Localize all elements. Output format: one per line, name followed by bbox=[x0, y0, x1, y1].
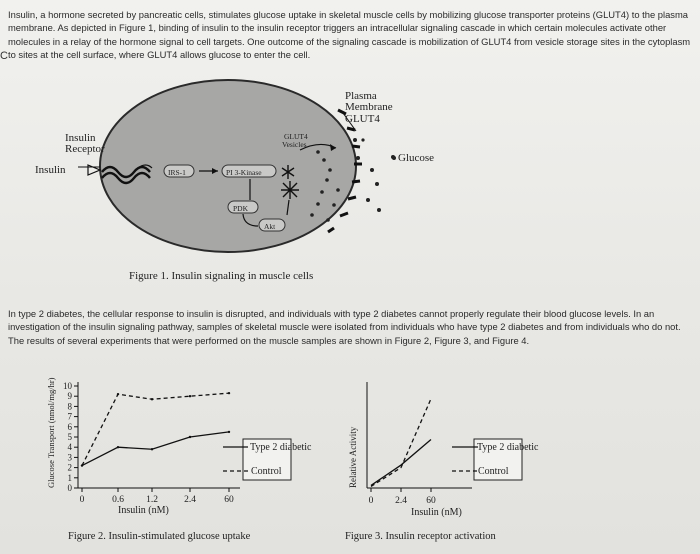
fig3-legend bbox=[452, 439, 539, 480]
plasma-membrane-label-2: Membrane bbox=[345, 101, 393, 113]
fig2-data-point bbox=[228, 431, 230, 433]
glut4-vesicles-label-2: Vesicles bbox=[282, 140, 307, 149]
study-paragraph: In type 2 diabetes, the cellular response to insulin is disrupted, and individuals with type 2 diabetes cannot properly regulate their blood glucose levels. In an investigation of the insulin signaling pathway, samples of skeletal muscle were isolated from individuals who have type 2 diabetes and from individuals who do not. The results of several experiments that were performed on the muscle samples are shown in Figure 2, Figure 3, and Figure 4. bbox=[8, 308, 681, 346]
figure3-caption: Figure 3. Insulin receptor activation bbox=[345, 531, 496, 542]
pdk-label: PDK bbox=[233, 204, 249, 213]
pi3k-label: PI 3-Kinase bbox=[226, 168, 262, 177]
fig2-data-point bbox=[117, 393, 119, 395]
glut4-label: GLUT4 bbox=[345, 113, 380, 125]
akt-label: Akt bbox=[264, 222, 276, 231]
fig2-data-point bbox=[151, 398, 153, 400]
figure2-caption: Figure 2. Insulin-stimulated glucose uptake bbox=[68, 531, 251, 542]
fig3-series-control-line bbox=[371, 399, 431, 487]
glucose-bullet-icon bbox=[391, 155, 395, 159]
fig2-y-tick-label: 2 bbox=[67, 462, 72, 473]
fig2-series-type2-line bbox=[82, 432, 229, 466]
fig3-series-type2-line bbox=[371, 440, 431, 486]
figure1-caption: Figure 1. Insulin signaling in muscle cells bbox=[129, 270, 314, 282]
fig2-legend bbox=[223, 439, 312, 480]
fig2-y-tick-label: 7 bbox=[67, 411, 72, 422]
fig2-legend-control: Control bbox=[251, 466, 282, 477]
fig3-legend-type2: Type 2 diabetic bbox=[477, 442, 539, 453]
fig2-y-tick-label: 6 bbox=[67, 421, 72, 432]
fig2-y-tick-label: 5 bbox=[67, 432, 72, 442]
fig2-data-point bbox=[151, 448, 153, 450]
fig2-data-point bbox=[189, 395, 191, 397]
glucose-molecules bbox=[353, 138, 396, 212]
glut4-vesicles-label: GLUT4 bbox=[284, 132, 308, 141]
fig2-x-tick-label: 1.2 bbox=[146, 495, 158, 505]
glucose-label: Glucose bbox=[398, 152, 435, 164]
margin-mark: C bbox=[0, 50, 8, 62]
intro-paragraph: Insulin, a hormone secreted by pancreatic cells, stimulates glucose uptake in skeletal muscle cells by mobilizing glucose transporter proteins (GLUT4) to the plasma membrane. As depicted in Figure 1, binding of insulin to the insulin receptor triggers an intracellular signaling cascade in which certain molecules activate other molecules in a relay of the hormone signal to cell targets. One outcome of the signaling cascade is mobilization of GLUT4 from vesicle storage sites in the cytoplasm to sites at the cell surface, where GLUT4 allows glucose to enter the cell. bbox=[8, 9, 691, 61]
insulin-receptor-label: Insulin bbox=[65, 132, 96, 144]
fig2-y-tick-label: 9 bbox=[67, 391, 72, 402]
fig2-x-tick-label: 0.6 bbox=[112, 495, 124, 505]
fig3-y-axis-label: Relative Activity bbox=[348, 426, 358, 488]
fig2-x-axis-label: Insulin (nM) bbox=[118, 505, 169, 516]
figure1-diagram bbox=[35, 80, 434, 252]
fig2-legend-type2: Type 2 diabetic bbox=[250, 442, 312, 453]
insulin-receptor-label-2: Receptor bbox=[65, 143, 105, 155]
fig2-x-tick-label: 0 bbox=[79, 495, 85, 505]
fig3-x-tick-label: 0 bbox=[368, 496, 374, 506]
fig2-y-tick-label: 1 bbox=[67, 472, 72, 483]
fig2-data-point bbox=[117, 446, 119, 448]
fig2-data-point bbox=[81, 464, 83, 466]
fig2-y-tick-label: 0 bbox=[67, 483, 72, 493]
fig2-y-axis-label: Glucose Transport (nmol/mg/hr) bbox=[46, 377, 56, 488]
fig2-y-tick-label: 3 bbox=[67, 452, 72, 463]
insulin-label: Insulin bbox=[35, 164, 66, 176]
fig2-y-tick-label: 10 bbox=[63, 381, 72, 391]
fig3-x-tick-label: 2.4 bbox=[395, 496, 407, 506]
figure3-chart bbox=[348, 382, 539, 518]
figure2-chart bbox=[46, 377, 312, 516]
fig2-x-tick-label: 2.4 bbox=[184, 495, 196, 505]
fig2-y-tick-label: 8 bbox=[67, 401, 72, 412]
fig2-y-tick-label: 4 bbox=[67, 442, 72, 453]
fig2-data-point bbox=[228, 392, 230, 394]
fig2-data-point bbox=[189, 436, 191, 438]
fig3-x-axis-label: Insulin (nM) bbox=[411, 507, 462, 518]
fig3-legend-control: Control bbox=[478, 466, 509, 477]
fig2-x-tick-label: 60 bbox=[224, 495, 234, 505]
irs1-label: IRS-1 bbox=[168, 168, 186, 177]
plasma-membrane-label: Plasma bbox=[345, 90, 377, 102]
fig3-x-tick-label: 60 bbox=[426, 496, 436, 506]
